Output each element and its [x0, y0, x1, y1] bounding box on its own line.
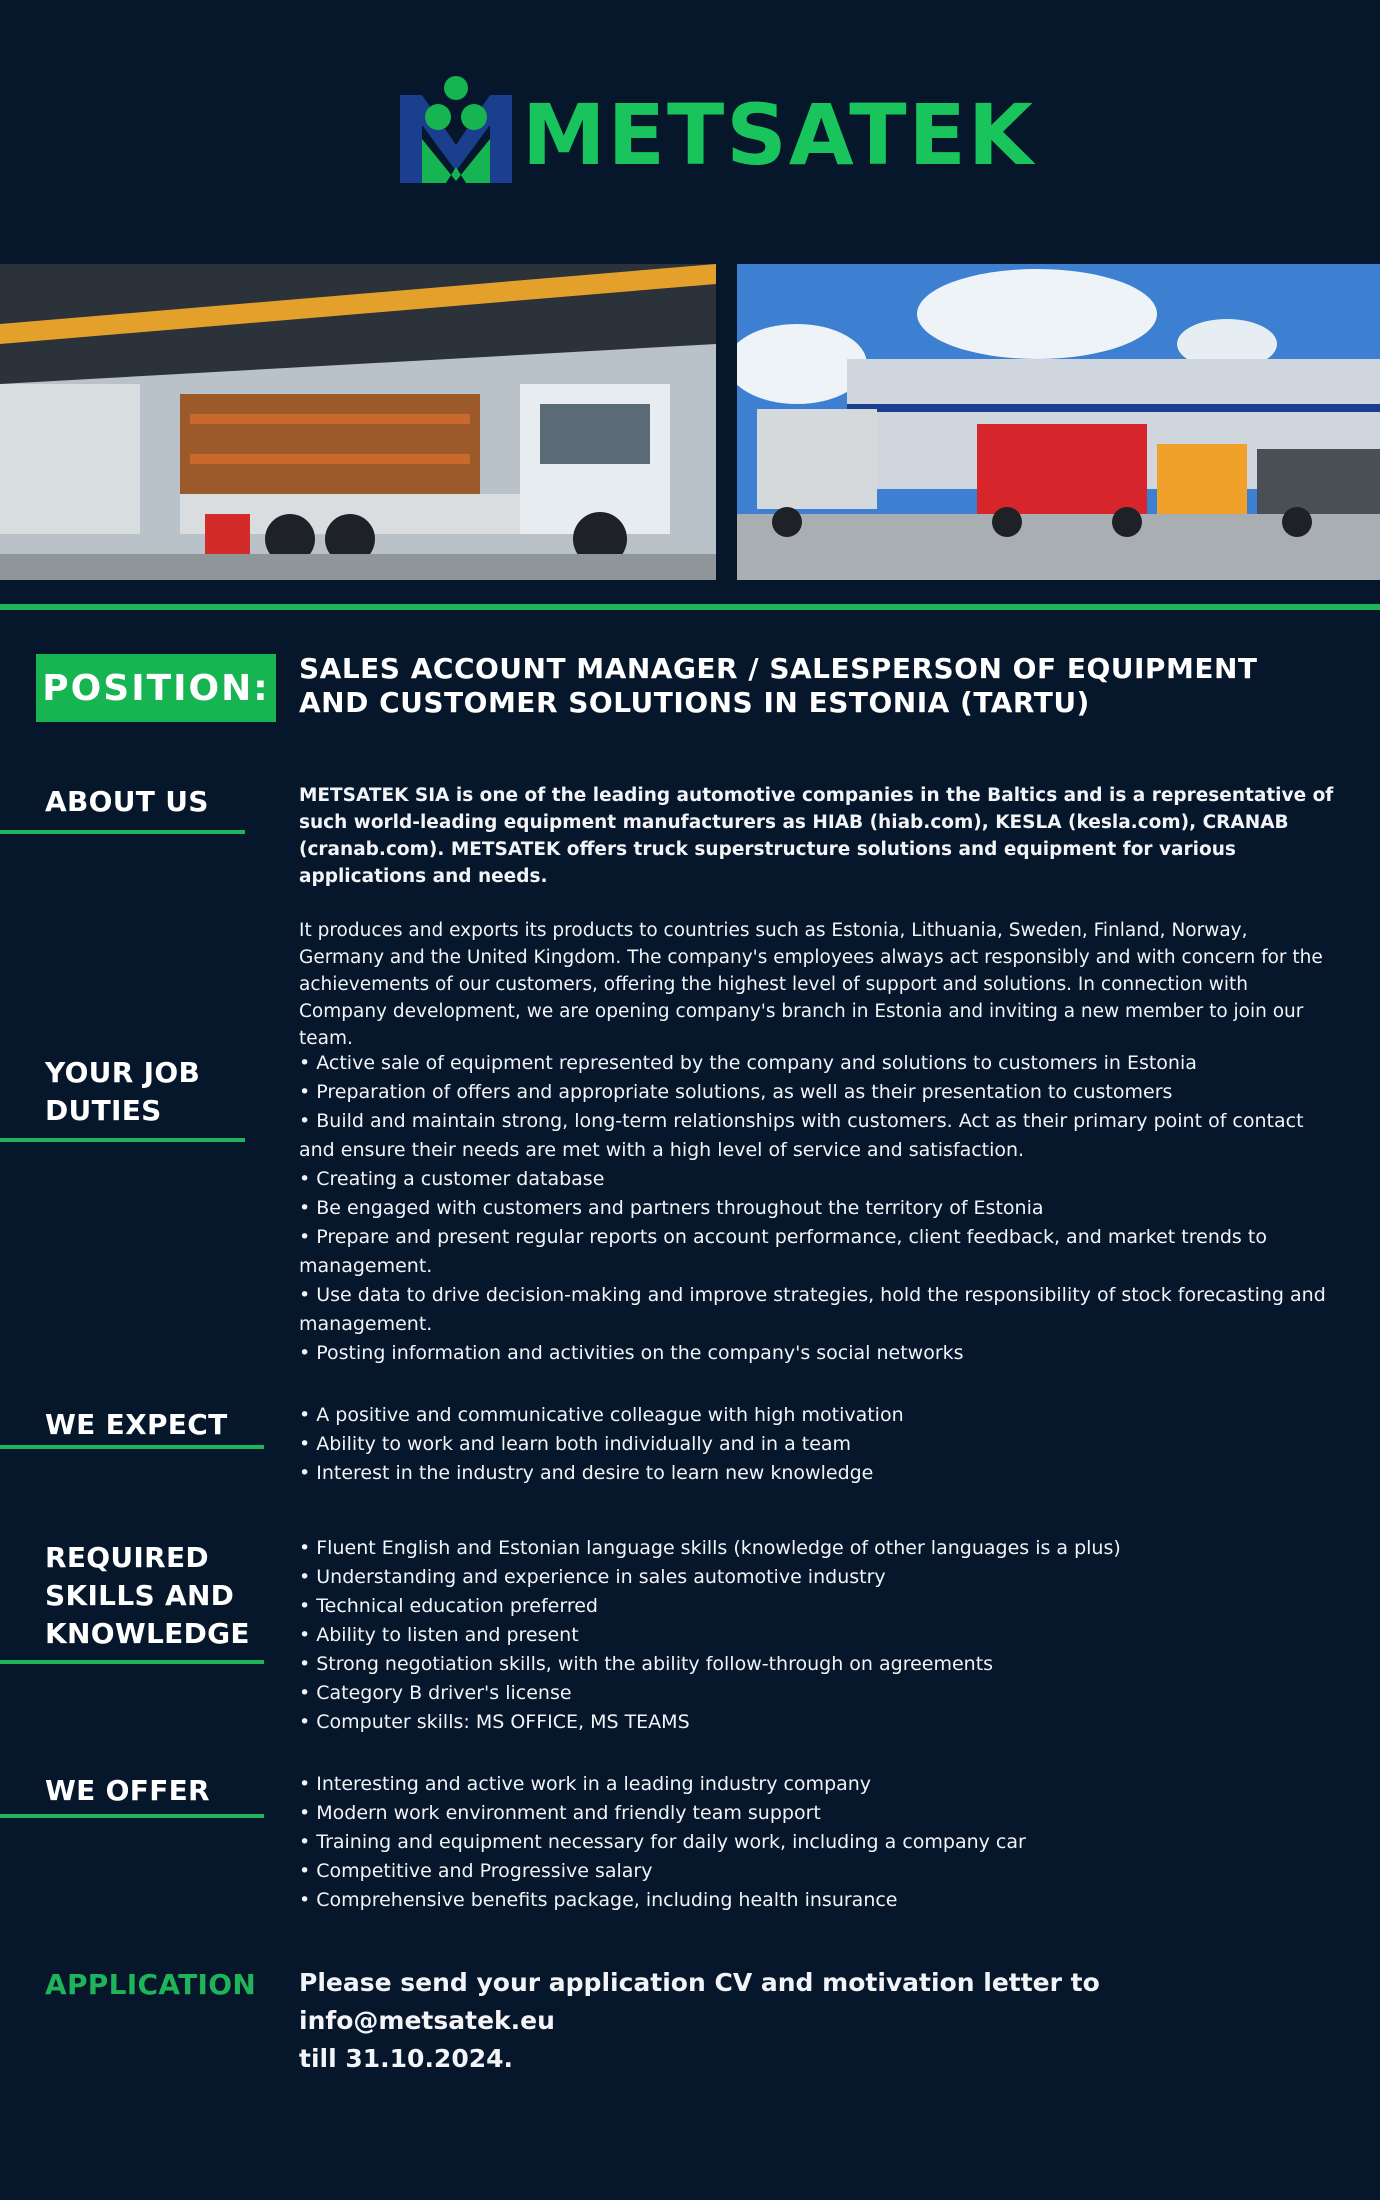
list-item: • Fluent English and Estonian language skills (knowledge of other languages is a plus): [299, 1534, 1334, 1563]
duties-heading-line2: DUTIES: [45, 1094, 162, 1127]
position-title: [299, 652, 1279, 720]
list-item: • Computer skills: MS OFFICE, MS TEAMS: [299, 1708, 1334, 1737]
logo-wordmark: METSATEK: [522, 86, 1036, 184]
position-title-line2: AND CUSTOMER SOLUTIONS IN ESTONIA (TARTU): [299, 686, 1090, 719]
metsatek-logo-icon: [400, 75, 512, 185]
skills-heading-line3: KNOWLEDGE: [45, 1617, 250, 1650]
list-item: • Training and equipment necessary for daily work, including a company car: [299, 1828, 1334, 1857]
skills-underline: [0, 1660, 264, 1664]
about-us-body: [299, 782, 1334, 1052]
we-offer-underline: [0, 1814, 264, 1818]
list-item: • Active sale of equipment represented by the company and solutions to customers in Estonia: [299, 1049, 1334, 1078]
list-item: • Prepare and present regular reports on account performance, client feedback, and market trends to management.: [299, 1223, 1334, 1281]
list-item: • Creating a customer database: [299, 1165, 1334, 1194]
list-item: • Ability to listen and present: [299, 1621, 1334, 1650]
list-item: • Interesting and active work in a leading industry company: [299, 1770, 1334, 1799]
application-line2: till 31.10.2024.: [299, 2044, 514, 2073]
company-building-trucks-photo: [737, 264, 1380, 580]
about-us-heading: ABOUT US: [45, 785, 209, 818]
skills-heading-line2: SKILLS AND: [45, 1579, 235, 1612]
application-heading: APPLICATION: [45, 1968, 257, 2001]
list-item: • Be engaged with customers and partners throughout the territory of Estonia: [299, 1194, 1334, 1223]
position-badge: POSITION:: [36, 654, 276, 722]
list-item: • A positive and communicative colleague with high motivation: [299, 1401, 1334, 1430]
list-item: • Competitive and Progressive salary: [299, 1857, 1334, 1886]
list-item: • Technical education preferred: [299, 1592, 1334, 1621]
we-offer-list: [299, 1770, 1334, 1915]
list-item: • Comprehensive benefits package, including health insurance: [299, 1886, 1334, 1915]
duties-underline: [0, 1138, 245, 1142]
list-item: • Category B driver's license: [299, 1679, 1334, 1708]
we-expect-underline: [0, 1445, 264, 1449]
list-item: • Use data to drive decision-making and improve strategies, hold the responsibility of stock forecasting and management.: [299, 1281, 1334, 1339]
application-line1: Please send your application CV and motivation letter to info@metsatek.eu: [299, 1968, 1100, 2035]
metsatek-logo: [400, 75, 1035, 185]
list-item: • Preparation of offers and appropriate solutions, as well as their presentation to customers: [299, 1078, 1334, 1107]
list-item: • Strong negotiation skills, with the ability follow-through on agreements: [299, 1650, 1334, 1679]
duties-list: [299, 1049, 1334, 1368]
duties-heading-line1: YOUR JOB: [45, 1056, 201, 1089]
list-item: • Interest in the industry and desire to learn new knowledge: [299, 1459, 1334, 1488]
list-item: • Posting information and activities on the company's social networks: [299, 1339, 1334, 1368]
about-us-underline: [0, 830, 245, 834]
workshop-truck-photo: [0, 264, 716, 580]
green-divider: [0, 604, 1380, 610]
position-title-line1: SALES ACCOUNT MANAGER / SALESPERSON OF EQUIPMENT: [299, 652, 1258, 685]
skills-heading: [45, 1539, 250, 1653]
list-item: • Build and maintain strong, long-term relationships with customers. Act as their primary point of contact and ensure their needs are met with a high level of service and satisfaction.: [299, 1107, 1334, 1165]
we-expect-heading: WE EXPECT: [45, 1408, 228, 1441]
we-expect-list: [299, 1401, 1334, 1488]
duties-heading: [45, 1054, 200, 1130]
about-us-intro: METSATEK SIA is one of the leading automotive companies in the Baltics and is a representative of such world-leading equipment manufacturers as HIAB (hiab.com), KESLA (kesla.com), CRANAB (cranab.com). METSATEK offers truck superstructure solutions and equipment for various applications and needs.: [299, 785, 1334, 887]
skills-list: [299, 1534, 1334, 1737]
application-text: [299, 1964, 1334, 2078]
list-item: • Ability to work and learn both individually and in a team: [299, 1430, 1334, 1459]
we-offer-heading: WE OFFER: [45, 1774, 210, 1807]
about-us-paragraph: It produces and exports its products to countries such as Estonia, Lithuania, Sweden, Finland, Norway, Germany and the United Kingdom. The company's employees always act responsibly and with concern for the achievements of our customers, offering the highest level of support and solutions. In connection with Company development, we are opening company's branch in Estonia and inviting a new member to join our team.: [299, 920, 1323, 1049]
skills-heading-line1: REQUIRED: [45, 1541, 209, 1574]
list-item: • Understanding and experience in sales automotive industry: [299, 1563, 1334, 1592]
list-item: • Modern work environment and friendly team support: [299, 1799, 1334, 1828]
